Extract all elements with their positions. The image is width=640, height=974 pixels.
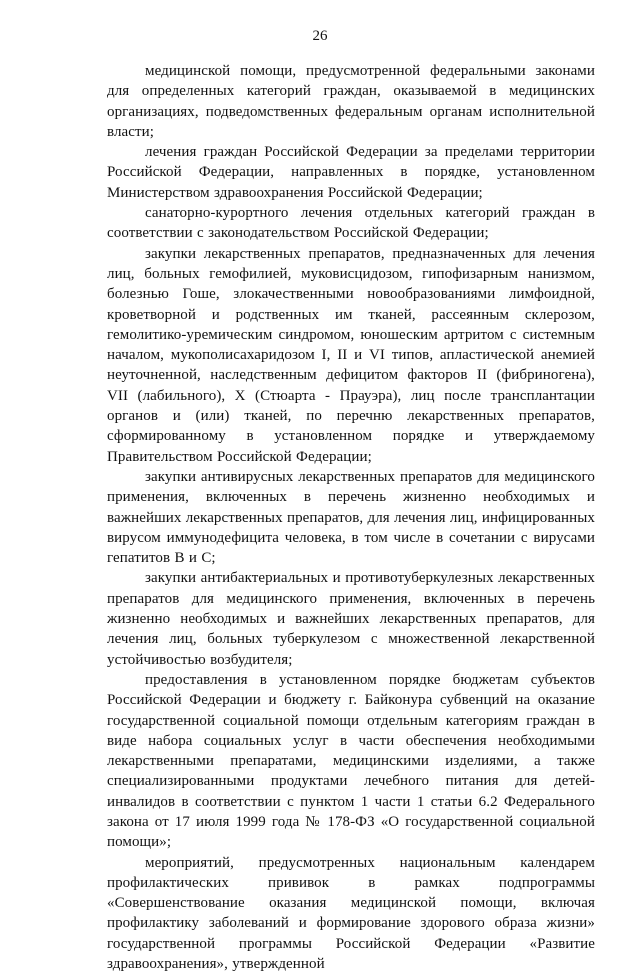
paragraph-drug-procurement: закупки лекарственных препаратов, предназначенных для лечения лиц, больных гемофилией, муковисцидозом, гипофизарным нанизмом, болезнью Гоше, злокачественными новообразованиями лимфоидной, кроветворной и родственных им тканей, рассеянным склерозом, гемолитико-уремическим синдромом, юношеским артритом с системным началом, мукополисахаридозом I, II и VI типов, апластической анемией неуточненной, наследственным дефицитом факторов II (фибриногена), VII (лабильного), X (Стюарта - Прауэра), лиц после трансплантации органов и (или) тканей, по перечню лекарственных препаратов, сформированному в установленном порядке и утверждаемому Правительством Российской Федерации; bbox=[107, 245, 595, 465]
paragraph-sanatorium-treatment: санаторно-курортного лечения отдельных категорий граждан в соответствии с законодательством Российской Федерации; bbox=[107, 205, 595, 242]
paragraph-subventions: предоставления в установленном порядке бюджетам субъектов Российской Федерации и бюджету г. Байконура субвенций на оказание государственной социальной помощи отдельным категориям граждан в виде набора социальных услуг в части обеспечения необходимыми лекарственными препаратами, медицинскими изделиями, а также специализированными продуктами лечебного питания для детей-инвалидов в соответствии с пунктом 1 части 1 статьи 6.2 Федерального закона от 17 июля 1999 года № 178-ФЗ «О государственной социальной помощи»; bbox=[107, 671, 595, 851]
paragraph-federal-medical-care: медицинской помощи, предусмотренной федеральными законами для определенных категорий граждан, оказываемой в медицинских организациях, подведомственных федеральным органам исполнительной власти; bbox=[107, 63, 595, 140]
paragraph-antiviral-drugs: закупки антивирусных лекарственных препаратов для медицинского применения, включенных в перечень жизненно необходимых и важнейших лекарственных препаратов, для лечения лиц, инфицированных вирусом иммунодефицита человека, в том числе в сочетании с вирусами гепатитов B и C; bbox=[107, 468, 596, 567]
paragraph-antibacterial-drugs: закупки антибактериальных и противотуберкулезных лекарственных препаратов для медицинского применения, включенных в перечень жизненно необходимых и важнейших лекарственных препаратов, для лечения лиц, больных туберкулезом с множественной лекарственной устойчивостью возбудителя; bbox=[107, 570, 595, 668]
document-body bbox=[107, 61, 595, 974]
paragraph-vaccination-calendar: мероприятий, предусмотренных национальным календарем профилактических прививок в рамках подпрограммы «Совершенствование оказания медицинской помощи, включая профилактику заболеваний и формирование здорового образа жизни» государственной программы Российской Федерации «Развитие здравоохранения», утвержденной bbox=[107, 854, 595, 973]
paragraph-treatment-abroad: лечения граждан Российской Федерации за пределами территории Российской Федерации, направленных в порядке, установленном Министерством здравоохранения Российской Федерации; bbox=[107, 144, 595, 201]
page-number: 26 bbox=[312, 28, 328, 44]
